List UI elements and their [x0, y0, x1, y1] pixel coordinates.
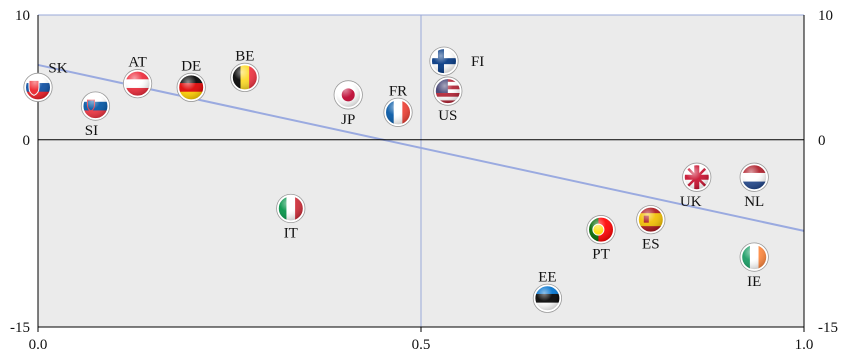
y-tick-label-left: 10: [15, 8, 30, 24]
y-tick-label-right: -15: [818, 320, 838, 336]
point-label: JP: [341, 111, 356, 128]
point-label: FI: [470, 54, 485, 71]
point-label: IT: [283, 225, 298, 242]
y-tick-label-right: 10: [818, 8, 833, 24]
point-label: EE: [538, 269, 557, 286]
x-tick-label: 0.5: [411, 337, 431, 353]
point-label: SI: [84, 123, 99, 140]
data-point: [177, 58, 205, 101]
y-tick-label-right: 0: [818, 132, 826, 149]
y-tick-label-left: 0: [22, 132, 30, 149]
point-label: DE: [181, 58, 202, 75]
point-label: SK: [48, 60, 68, 77]
data-point: [740, 163, 768, 210]
point-label: AT: [128, 54, 147, 71]
point-label: ES: [642, 236, 660, 253]
x-tick-label: 0.0: [28, 337, 48, 353]
point-label: BE: [235, 48, 255, 65]
point-label: NL: [744, 194, 765, 211]
point-label: US: [438, 108, 458, 125]
point-label: UK: [679, 194, 702, 211]
point-label: PT: [592, 246, 610, 263]
x-tick-label: 1.0: [794, 337, 814, 353]
point-label: IE: [747, 274, 762, 291]
y-tick-label-left: -15: [10, 320, 30, 336]
point-label: FR: [388, 83, 408, 100]
